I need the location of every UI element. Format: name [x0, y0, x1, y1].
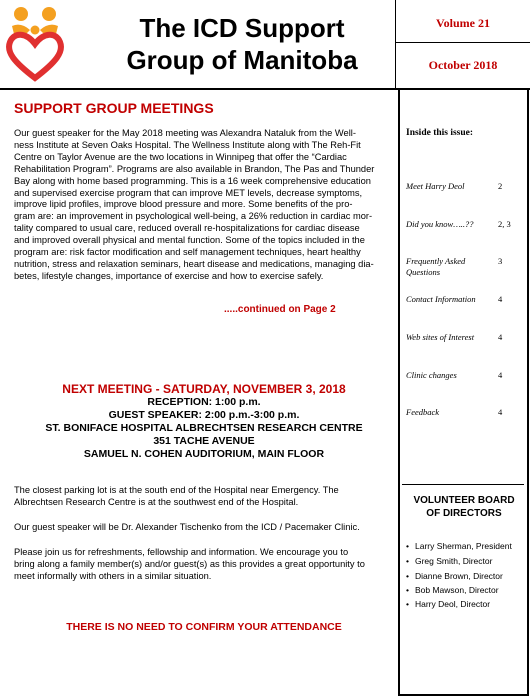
guest-speaker-time: GUEST SPEAKER: 2:00 p.m.-3:00 p.m.: [108, 409, 300, 421]
title-line-2: Group of Manitoba: [126, 45, 358, 75]
paragraph-line: The closest parking lot is at the south end of the Hospital near Emergency. The: [14, 485, 339, 495]
paragraph-line: meet informally with others in a similar situation.: [14, 570, 212, 581]
director-item: • Larry Sherman, President: [406, 541, 512, 551]
toc-item[interactable]: [406, 256, 524, 278]
inside-issue-heading: Inside this issue:: [406, 128, 474, 138]
toc-item-page: 2: [498, 181, 503, 191]
sidebar-border: [398, 89, 400, 696]
paragraph-line: betes, lifestyle changes, importance of exercise and how to exercise safely.: [14, 270, 324, 281]
header-rule: [0, 88, 530, 90]
toc-item-page: 4: [498, 370, 503, 380]
toc-item[interactable]: [406, 407, 524, 418]
venue-name: ST. BONIFACE HOSPITAL ALBRECHTSEN RESEARCH CENTRE: [45, 422, 363, 434]
sidebar-border: [527, 89, 529, 696]
toc-item-label: Contact Information: [406, 294, 476, 304]
family-heart-icon: [4, 4, 66, 84]
newsletter-title: [92, 12, 392, 76]
paragraph-line: improve lipid profiles, improve blood pressure and more. Some benefits of the pro-: [14, 199, 353, 210]
toc-item[interactable]: [406, 370, 524, 381]
venue-address: 351 TACHE AVENUE: [153, 435, 255, 447]
toc-item-page: 3: [498, 256, 503, 266]
paragraph-line: Our guest speaker for the May 2018 meeting was Alexandra Nataluk from the Well-: [14, 128, 356, 138]
volume-label: Volume 21: [436, 16, 490, 30]
title-line-1: The ICD Support: [139, 13, 345, 43]
paragraph-line: Bay along with home based programming. This is a 16 week comprehensive education: [14, 175, 371, 186]
paragraph-line: and improved overall physical and mental function. Some of the topics included in the: [14, 235, 365, 246]
board-heading: [400, 494, 528, 520]
toc-item-label: Feedback: [406, 407, 440, 417]
board-heading-line-1: VOLUNTEER BOARD: [413, 495, 515, 506]
join-paragraph: [14, 547, 386, 583]
director-item: • Bob Mawson, Director: [406, 585, 499, 595]
header-divider: [395, 42, 530, 43]
director-item: • Greg Smith, Director: [406, 556, 492, 566]
board-heading-line-2: OF DIRECTORS: [426, 508, 502, 519]
toc-item[interactable]: [406, 294, 524, 305]
paragraph-line: nutrition, stress and relaxation seminars, heart disease and medications, managing dia-: [14, 258, 374, 269]
paragraph-line: tality compared to usual care, reduced overall re-hospitalizations for cardiac disease: [14, 223, 360, 234]
paragraph-line: Albrechtsen Research Centre is at the southwest end of the Hospital.: [14, 496, 299, 507]
toc-item[interactable]: [406, 332, 524, 343]
toc-item-label: Frequently Asked Questions: [406, 256, 466, 277]
toc-item[interactable]: [406, 181, 524, 192]
toc-item-page: 4: [498, 332, 503, 342]
paragraph-line: bring along a family member(s) and/or guest(s) as this provides a great opportunity to: [14, 558, 365, 569]
next-meeting-heading: NEXT MEETING - SATURDAY, NOVEMBER 3, 2018: [62, 382, 346, 396]
speaker-paragraph: Our guest speaker will be Dr. Alexander Tischenko from the ICD / Pacemaker Clinic.: [14, 522, 360, 532]
continued-link[interactable]: .....continued on Page 2: [224, 304, 336, 315]
intro-paragraph: [14, 128, 386, 283]
director-item: • Harry Deol, Director: [406, 599, 490, 609]
toc-item-label: Did you know…..??: [406, 219, 474, 229]
reception-time: RECEPTION: 1:00 p.m.: [147, 396, 261, 408]
venue-room: SAMUEL N. COHEN AUDITORIUM, MAIN FLOOR: [83, 448, 325, 460]
parking-paragraph: [14, 485, 386, 509]
paragraph-line: Please join us for refreshments, fellowship and information. We encourage you to: [14, 547, 349, 557]
paragraph-line: program are: risk factor modification and self management techniques, heart healthy: [14, 247, 361, 258]
toc-item-page: 2, 3: [498, 219, 511, 229]
toc-item-label: Clinic changes: [406, 370, 457, 380]
paragraph-line: and supervised exercise program that can improve MET levels, decrease symptoms,: [14, 187, 363, 198]
board-divider: [402, 484, 524, 485]
paragraph-line: Centre on Taylor Avenue are the two locations in Winnipeg that offer the “Cardiac: [14, 151, 347, 162]
toc-item[interactable]: [406, 219, 524, 230]
paragraph-line: ness Institute at Seven Oaks Hospital. The Wellness Institute along with The Reh-Fit: [14, 139, 361, 150]
header-divider: [395, 0, 396, 89]
toc-item-label: Meet Harry Deol: [406, 181, 465, 191]
paragraph-line: Rehabilitation Program”. Programs are also available in Brandon, The Pas and Thunder: [14, 163, 375, 174]
toc-item-page: 4: [498, 407, 503, 417]
toc-item-label: Web sites of Interest: [406, 332, 475, 342]
toc-item-page: 4: [498, 294, 503, 304]
section-title: SUPPORT GROUP MEETINGS: [14, 100, 214, 116]
paragraph-line: gram are: an improvement in psychological well-being, a 26% reduction in cardiac mor-: [14, 211, 373, 222]
director-item: • Dianne Brown, Director: [406, 571, 503, 581]
issue-date: October 2018: [428, 58, 498, 72]
no-confirmation-notice: THERE IS NO NEED TO CONFIRM YOUR ATTENDANCE: [66, 621, 342, 633]
